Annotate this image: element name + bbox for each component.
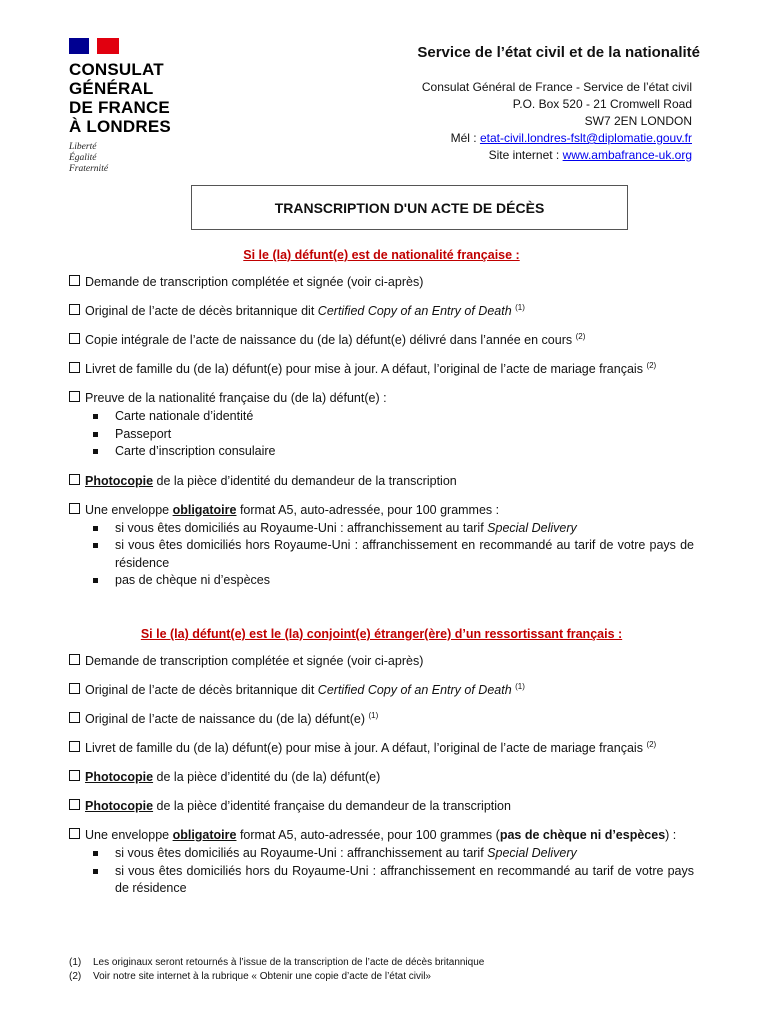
checkbox[interactable] xyxy=(69,770,80,781)
footnote-ref: (1) xyxy=(515,303,525,312)
item-text: format A5, auto-adressée, pour 100 grammes ( xyxy=(236,828,500,842)
checklist-item xyxy=(69,274,694,291)
footnote-ref: (2) xyxy=(646,740,657,749)
checklist-item xyxy=(69,798,694,815)
footnote-text: Les originaux seront retournés à l’issue de la transcription de l’acte de décès britannique xyxy=(93,957,485,968)
checkbox[interactable] xyxy=(69,654,80,665)
checkbox[interactable] xyxy=(69,799,80,810)
footnote xyxy=(69,956,484,970)
logo-motto xyxy=(69,142,199,175)
item-text: de la pièce d’identité française du demandeur de la transcription xyxy=(153,799,511,813)
item-text: format A5, auto-adressée, pour 100 grammes : xyxy=(236,502,500,517)
item-text: Demande de transcription complétée et signée (voir ci-après) xyxy=(85,654,424,668)
item-bold: Photocopie xyxy=(85,799,154,813)
checkbox[interactable] xyxy=(69,304,80,315)
checklist-item xyxy=(69,390,694,461)
footnote-text: Voir notre site internet à la rubrique « Obtenir une copie d’acte de l’état civil» xyxy=(93,971,431,982)
item-bold: Photocopie xyxy=(85,473,154,488)
checklist-item xyxy=(69,711,694,728)
item-bold: Photocopie xyxy=(85,770,154,784)
footnote xyxy=(69,970,484,984)
document-title-text: TRANSCRIPTION D'UN ACTE DE DÉCÈS xyxy=(274,199,545,216)
list-item: Carte d’inscription consulaire xyxy=(115,443,694,461)
logo-line: À LONDRES xyxy=(69,117,171,136)
address-line: SW7 2EN LONDON xyxy=(584,114,692,128)
consulate-logo xyxy=(69,38,199,175)
section-french-national xyxy=(69,248,694,602)
motto-line: Liberté xyxy=(69,142,97,152)
item-text: Original de l’acte de décès britannique dit xyxy=(85,304,318,318)
section-heading: Si le (la) défunt(e) est le (la) conjoint(e) étranger(ère) d’un ressortissant français : xyxy=(140,627,623,641)
checklist-item xyxy=(69,682,694,699)
item-text: Livret de famille du (de la) défunt(e) pour mise à jour. A défaut, l’original de l’acte de mariage français xyxy=(85,741,643,755)
checklist-item xyxy=(69,361,694,378)
list-text: si vous êtes domiciliés au Royaume-Uni : affranchissement au tarif xyxy=(115,520,488,535)
email-label: Mél : xyxy=(450,131,480,145)
motto-line: Égalité xyxy=(69,153,97,163)
website-link[interactable]: www.ambafrance-uk.org xyxy=(562,148,692,162)
item-bold: obligatoire xyxy=(172,828,237,842)
item-text: ) : xyxy=(665,828,677,842)
logo-line: DE FRANCE xyxy=(69,98,170,117)
footnote-ref: (1) xyxy=(515,682,525,691)
item-text: Demande de transcription complétée et signée (voir ci-après) xyxy=(85,275,424,289)
footnote-ref: (2) xyxy=(575,332,586,341)
checkbox[interactable] xyxy=(69,362,80,373)
checklist-item xyxy=(69,473,694,490)
logo-line: CONSULAT xyxy=(69,60,164,79)
email-link[interactable]: etat-civil.londres-fslt@diplomatie.gouv.fr xyxy=(479,131,692,145)
list-item: Passeport xyxy=(115,426,694,444)
website-label: Site internet : xyxy=(488,148,563,162)
bullet-list xyxy=(69,408,694,461)
item-bold: pas de chèque ni d’espèces xyxy=(499,828,666,842)
address-line: P.O. Box 520 - 21 Cromwell Road xyxy=(512,97,692,111)
item-text: Une enveloppe xyxy=(85,828,173,842)
motto-line: Fraternité xyxy=(69,164,109,174)
list-item: si vous êtes domiciliés hors du Royaume-Uni : affranchissement en recommandé au tarif de votre pays de résidence xyxy=(115,863,694,898)
french-flag-icon xyxy=(69,38,119,54)
item-emphasis: Certified Copy of an Entry of Death xyxy=(317,304,512,318)
checklist-item xyxy=(69,769,694,786)
item-text: Original de l’acte de décès britannique dit xyxy=(85,683,318,697)
checklist-item xyxy=(69,303,694,320)
checklist-item xyxy=(69,740,694,757)
footnote-number: (1) xyxy=(69,957,82,968)
item-text: de la pièce d’identité du demandeur de la transcription xyxy=(153,473,457,488)
bullet-list xyxy=(69,845,694,898)
email-line xyxy=(422,130,692,147)
checkbox[interactable] xyxy=(69,503,80,514)
item-text: Preuve de la nationalité française du (de la) défunt(e) : xyxy=(85,391,387,405)
list-item xyxy=(115,520,694,538)
list-emphasis: Special Delivery xyxy=(487,520,577,535)
checkbox[interactable] xyxy=(69,683,80,694)
list-emphasis: Special Delivery xyxy=(487,846,577,860)
footnotes xyxy=(69,956,484,984)
item-text: Livret de famille du (de la) défunt(e) pour mise à jour. A défaut, l’original de l’acte de mariage français xyxy=(85,362,643,376)
list-item xyxy=(115,845,694,863)
checklist-item xyxy=(69,827,694,898)
list-item: pas de chèque ni d’espèces xyxy=(115,572,694,590)
service-title: Service de l’état civil et de la nationalité xyxy=(417,44,700,61)
logo-name xyxy=(69,60,199,136)
section-foreign-spouse xyxy=(69,627,694,910)
checkbox[interactable] xyxy=(69,333,80,344)
footnote-ref: (2) xyxy=(646,361,657,370)
footnote-number: (2) xyxy=(69,971,82,982)
checkbox[interactable] xyxy=(69,275,80,286)
checkbox[interactable] xyxy=(69,741,80,752)
address-block xyxy=(422,79,692,164)
section-heading: Si le (la) défunt(e) est de nationalité française : xyxy=(243,248,520,262)
document-title xyxy=(191,185,628,230)
checklist-item xyxy=(69,502,694,590)
checkbox[interactable] xyxy=(69,391,80,402)
checkbox[interactable] xyxy=(69,712,80,723)
list-item: Carte nationale d’identité xyxy=(115,408,694,426)
logo-line: GÉNÉRAL xyxy=(69,79,154,98)
checklist-item xyxy=(69,332,694,349)
item-text: de la pièce d’identité du (de la) défunt(e) xyxy=(153,770,381,784)
checkbox[interactable] xyxy=(69,474,80,485)
address-line: Consulat Général de France - Service de l’état civil xyxy=(421,80,692,94)
list-item: si vous êtes domiciliés hors Royaume-Uni : affranchissement en recommandé au tarif de votre pays de résidence xyxy=(115,537,694,572)
checkbox[interactable] xyxy=(69,828,80,839)
item-text: Original de l’acte de naissance du (de la) défunt(e) xyxy=(85,712,366,726)
item-bold: obligatoire xyxy=(172,502,237,517)
item-text: Une enveloppe xyxy=(85,502,173,517)
bullet-list xyxy=(69,520,694,590)
website-line xyxy=(422,147,692,164)
footnote-ref: (1) xyxy=(368,711,379,720)
item-text: Copie intégrale de l’acte de naissance du (de la) défunt(e) délivré dans l’année en cours xyxy=(85,333,573,347)
item-emphasis: Certified Copy of an Entry of Death xyxy=(317,683,512,697)
checklist-item xyxy=(69,653,694,670)
list-text: si vous êtes domiciliés au Royaume-Uni : affranchissement au tarif xyxy=(115,846,488,860)
